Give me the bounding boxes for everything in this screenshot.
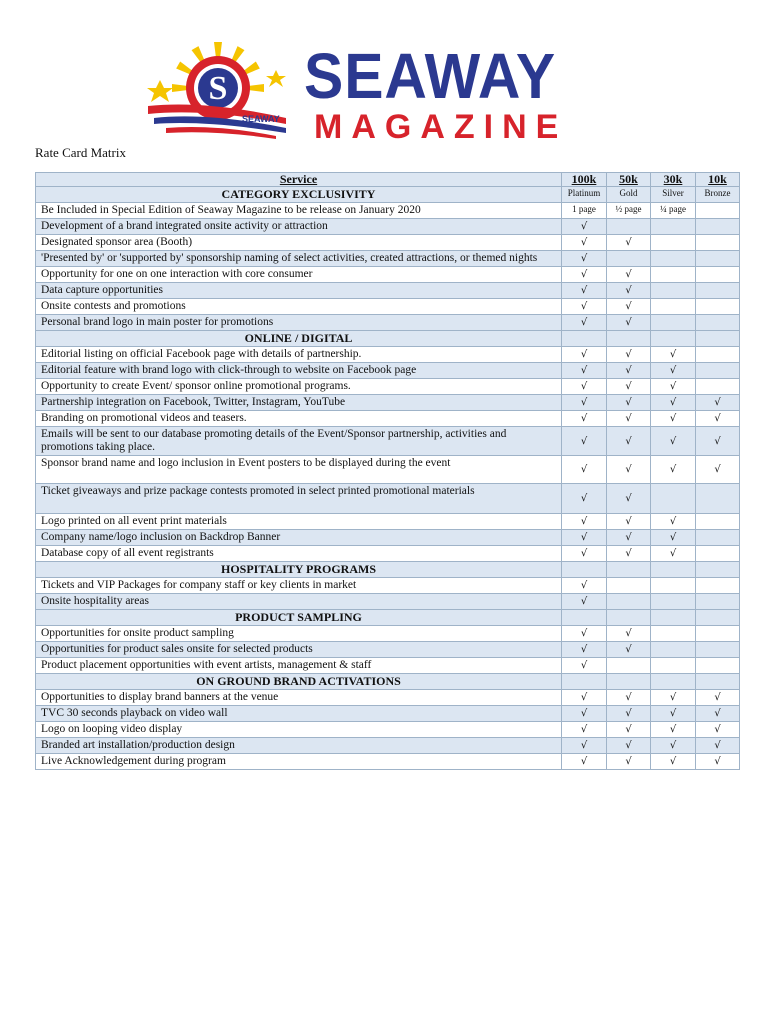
check-cell [696, 219, 740, 235]
check-mark-icon: √ [580, 301, 588, 312]
check-mark-icon: √ [669, 532, 677, 543]
check-mark-icon: √ [625, 756, 632, 767]
table-row [36, 642, 740, 658]
check-cell [651, 251, 696, 267]
service-cell: Editorial listing on official Facebook page with details of partnership. [36, 347, 562, 363]
tier-label: Bronze [696, 187, 740, 203]
check-cell [696, 754, 740, 770]
check-cell [562, 594, 607, 610]
check-mark-icon: √ [625, 317, 632, 328]
check-mark-icon: √ [580, 435, 588, 447]
table-row [36, 235, 740, 251]
tier-label [607, 562, 651, 578]
header-price-gold: 50k [607, 173, 651, 187]
check-mark-icon: √ [580, 365, 588, 376]
check-cell [562, 658, 607, 674]
check-cell [651, 514, 696, 530]
check-cell [696, 484, 740, 514]
check-cell [607, 530, 651, 546]
check-mark-icon: √ [580, 381, 588, 392]
check-mark-icon: √ [625, 349, 632, 360]
check-cell [696, 578, 740, 594]
table-row [36, 514, 740, 530]
tier-label: Platinum [562, 187, 607, 203]
service-cell: Designated sponsor area (Booth) [36, 235, 562, 251]
check-cell [696, 299, 740, 315]
check-mark-icon: √ [625, 628, 632, 639]
check-mark-icon: √ [580, 413, 588, 424]
check-cell [607, 658, 651, 674]
tier-label [562, 562, 607, 578]
check-mark-icon: √ [625, 516, 632, 527]
service-cell: Opportunity to create Event/ sponsor online promotional programs. [36, 379, 562, 395]
check-mark-icon: √ [625, 435, 632, 447]
check-mark-icon: √ [580, 580, 588, 591]
service-cell: Database copy of all event registrants [36, 546, 562, 562]
check-cell [562, 347, 607, 363]
tier-label [696, 610, 740, 626]
check-mark-icon: √ [669, 692, 677, 703]
table-row [36, 315, 740, 331]
check-cell [651, 738, 696, 754]
check-cell [607, 484, 651, 514]
check-mark-icon: √ [714, 740, 721, 751]
tier-label [696, 562, 740, 578]
check-cell [607, 427, 651, 456]
check-mark-icon: √ [625, 301, 632, 312]
check-cell [562, 395, 607, 411]
check-mark-icon: √ [669, 724, 677, 735]
check-cell [651, 395, 696, 411]
check-mark-icon: √ [580, 253, 588, 264]
check-mark-icon: √ [714, 397, 721, 408]
check-cell [562, 219, 607, 235]
check-cell [651, 283, 696, 299]
tier-label [651, 674, 696, 690]
check-mark-icon: √ [580, 708, 588, 719]
check-mark-icon: √ [669, 756, 677, 767]
check-cell [696, 315, 740, 331]
tier-label: Gold [607, 187, 651, 203]
check-cell [607, 514, 651, 530]
size-cell: ¼ page [651, 203, 696, 219]
check-cell [651, 484, 696, 514]
check-cell [651, 235, 696, 251]
service-cell: Onsite contests and promotions [36, 299, 562, 315]
check-mark-icon: √ [580, 532, 588, 543]
service-cell: Company name/logo inclusion on Backdrop Banner [36, 530, 562, 546]
seaway-logo [146, 40, 616, 146]
service-cell: Opportunities for onsite product sampling [36, 626, 562, 642]
service-cell: Branding on promotional videos and teasers. [36, 411, 562, 427]
check-cell [696, 379, 740, 395]
check-cell [651, 658, 696, 674]
svg-text:S: S [208, 70, 228, 107]
table-row [36, 347, 740, 363]
check-cell [562, 411, 607, 427]
check-cell [562, 754, 607, 770]
service-cell: Opportunities for product sales onsite for selected products [36, 642, 562, 658]
service-cell: Partnership integration on Facebook, Twitter, Instagram, YouTube [36, 395, 562, 411]
check-mark-icon: √ [625, 381, 632, 392]
check-cell [696, 363, 740, 379]
check-cell [651, 411, 696, 427]
tier-label [651, 331, 696, 347]
check-cell [696, 690, 740, 706]
check-cell [651, 578, 696, 594]
check-mark-icon: √ [580, 397, 588, 408]
section-title: ONLINE / DIGITAL [36, 331, 562, 347]
check-cell [562, 578, 607, 594]
check-cell [696, 411, 740, 427]
tier-label [562, 331, 607, 347]
check-cell [696, 235, 740, 251]
check-cell [607, 251, 651, 267]
check-cell [607, 690, 651, 706]
check-cell [562, 363, 607, 379]
check-mark-icon: √ [580, 724, 588, 735]
check-cell [607, 642, 651, 658]
table-header-row [36, 173, 740, 187]
check-cell [651, 722, 696, 738]
table-row [36, 395, 740, 411]
check-cell [651, 427, 696, 456]
check-cell [562, 251, 607, 267]
check-cell [562, 706, 607, 722]
check-cell [651, 546, 696, 562]
service-cell: Live Acknowledgement during program [36, 754, 562, 770]
check-cell [696, 395, 740, 411]
check-cell [651, 315, 696, 331]
service-cell: Data capture opportunities [36, 283, 562, 299]
check-cell [696, 706, 740, 722]
section-row [36, 331, 740, 347]
check-mark-icon: √ [669, 708, 677, 719]
table-row [36, 594, 740, 610]
check-mark-icon: √ [625, 464, 632, 475]
check-mark-icon: √ [714, 464, 721, 475]
table-row [36, 299, 740, 315]
table-row [36, 530, 740, 546]
check-mark-icon: √ [669, 381, 677, 392]
check-mark-icon: √ [625, 237, 632, 248]
check-mark-icon: √ [669, 548, 677, 559]
check-cell [651, 456, 696, 484]
size-cell: 1 page [562, 203, 607, 219]
check-cell [562, 722, 607, 738]
check-cell [696, 283, 740, 299]
check-mark-icon: √ [625, 740, 632, 751]
svg-text:SEAWAY: SEAWAY [242, 114, 280, 124]
section-title: ON GROUND BRAND ACTIVATIONS [36, 674, 562, 690]
check-mark-icon: √ [625, 548, 632, 559]
check-cell [696, 456, 740, 484]
check-cell [696, 514, 740, 530]
check-cell [651, 642, 696, 658]
tier-label [607, 331, 651, 347]
check-cell [696, 594, 740, 610]
check-cell [696, 251, 740, 267]
check-cell [607, 379, 651, 395]
check-cell [607, 299, 651, 315]
check-cell [562, 456, 607, 484]
check-mark-icon: √ [580, 628, 588, 639]
check-mark-icon: √ [669, 740, 677, 751]
check-cell [696, 546, 740, 562]
check-mark-icon: √ [580, 596, 588, 607]
check-cell [562, 738, 607, 754]
check-mark-icon: √ [625, 644, 632, 655]
check-cell [651, 754, 696, 770]
check-cell [607, 626, 651, 642]
table-row [36, 578, 740, 594]
table-row [36, 738, 740, 754]
tier-label [562, 610, 607, 626]
section-title: HOSPITALITY PROGRAMS [36, 562, 562, 578]
check-cell [651, 363, 696, 379]
header-price-silver: 30k [651, 173, 696, 187]
rate-card-table [35, 172, 740, 770]
check-mark-icon: √ [580, 740, 588, 751]
service-cell: Editorial feature with brand logo with click-through to website on Facebook page [36, 363, 562, 379]
document-title: Rate Card Matrix [35, 145, 126, 160]
service-cell: 'Presented by' or 'supported by' sponsorship naming of select activities, created attractions, or themed nights [36, 251, 562, 267]
check-cell [562, 427, 607, 456]
check-cell [651, 530, 696, 546]
check-mark-icon: √ [580, 285, 588, 296]
check-mark-icon: √ [580, 269, 588, 280]
size-cell [696, 203, 740, 219]
check-mark-icon: √ [580, 221, 588, 232]
check-cell [562, 514, 607, 530]
check-cell [562, 283, 607, 299]
check-cell [607, 219, 651, 235]
table-row [36, 411, 740, 427]
section-row [36, 674, 740, 690]
table-row [36, 219, 740, 235]
table-row [36, 203, 740, 219]
service-cell: Opportunity for one on one interaction with core consumer [36, 267, 562, 283]
check-cell [651, 379, 696, 395]
service-cell: Onsite hospitality areas [36, 594, 562, 610]
check-cell [562, 626, 607, 642]
table-row [36, 546, 740, 562]
check-mark-icon: √ [580, 493, 588, 504]
service-cell: Personal brand logo in main poster for promotions [36, 315, 562, 331]
check-mark-icon: √ [580, 548, 588, 559]
check-cell [562, 235, 607, 251]
service-cell: Opportunities to display brand banners at the venue [36, 690, 562, 706]
check-cell [696, 267, 740, 283]
logo-word-seaway: SEAWAY [304, 40, 557, 112]
check-cell [696, 626, 740, 642]
check-cell [651, 347, 696, 363]
check-cell [607, 235, 651, 251]
check-cell [562, 546, 607, 562]
check-cell [562, 299, 607, 315]
check-mark-icon: √ [669, 365, 677, 376]
check-cell [607, 722, 651, 738]
tier-label [607, 610, 651, 626]
section-title: PRODUCT SAMPLING [36, 610, 562, 626]
table-row [36, 722, 740, 738]
check-cell [562, 484, 607, 514]
check-mark-icon: √ [580, 464, 588, 475]
check-mark-icon: √ [714, 756, 721, 767]
table-row [36, 706, 740, 722]
check-cell [651, 219, 696, 235]
check-mark-icon: √ [714, 708, 721, 719]
check-cell [562, 267, 607, 283]
table-row [36, 379, 740, 395]
check-mark-icon: √ [580, 644, 588, 655]
check-cell [607, 456, 651, 484]
check-cell [607, 738, 651, 754]
check-cell [607, 706, 651, 722]
check-cell [651, 267, 696, 283]
check-cell [696, 427, 740, 456]
tier-label [607, 674, 651, 690]
tier-label [651, 610, 696, 626]
table-row [36, 484, 740, 514]
check-cell [696, 658, 740, 674]
check-cell [651, 626, 696, 642]
service-cell: Sponsor brand name and logo inclusion in Event posters to be displayed during the event [36, 456, 562, 484]
check-mark-icon: √ [580, 237, 588, 248]
service-cell: TVC 30 seconds playback on video wall [36, 706, 562, 722]
service-cell: Development of a brand integrated onsite activity or attraction [36, 219, 562, 235]
check-cell [562, 530, 607, 546]
check-cell [651, 299, 696, 315]
tier-label [562, 674, 607, 690]
check-cell [562, 379, 607, 395]
check-mark-icon: √ [625, 724, 632, 735]
check-mark-icon: √ [625, 493, 632, 504]
check-mark-icon: √ [625, 397, 632, 408]
table-row [36, 456, 740, 484]
check-mark-icon: √ [625, 365, 632, 376]
service-cell: Logo printed on all event print materials [36, 514, 562, 530]
table-row [36, 626, 740, 642]
check-mark-icon: √ [714, 692, 721, 703]
table-row [36, 754, 740, 770]
header-price-bronze: 10k [696, 173, 740, 187]
check-mark-icon: √ [580, 349, 588, 360]
check-cell [696, 530, 740, 546]
size-cell: ½ page [607, 203, 651, 219]
check-mark-icon: √ [625, 692, 632, 703]
check-cell [607, 754, 651, 770]
check-cell [562, 642, 607, 658]
table-row [36, 658, 740, 674]
service-cell: Ticket giveaways and prize package contests promoted in select printed promotional materials [36, 484, 562, 514]
check-mark-icon: √ [580, 660, 588, 671]
check-cell [651, 706, 696, 722]
section-row [36, 610, 740, 626]
check-mark-icon: √ [625, 413, 632, 424]
check-cell [696, 642, 740, 658]
check-cell [651, 690, 696, 706]
tier-label [696, 331, 740, 347]
sun-gear-emblem-icon [146, 40, 296, 140]
table-row [36, 363, 740, 379]
service-cell: Be Included in Special Edition of Seaway Magazine to be release on January 2020 [36, 203, 562, 219]
check-cell [562, 690, 607, 706]
check-mark-icon: √ [580, 317, 588, 328]
check-cell [696, 722, 740, 738]
section-title: CATEGORY EXCLUSIVITY [36, 187, 562, 203]
check-cell [651, 594, 696, 610]
check-mark-icon: √ [580, 516, 588, 527]
table-row [36, 283, 740, 299]
check-cell [607, 546, 651, 562]
check-mark-icon: √ [714, 413, 721, 424]
check-mark-icon: √ [669, 413, 677, 424]
check-cell [607, 578, 651, 594]
header-service: Service [36, 173, 562, 187]
check-mark-icon: √ [714, 435, 721, 447]
check-mark-icon: √ [714, 724, 721, 735]
service-cell: Emails will be sent to our database promoting details of the Event/Sponsor partnership, activities and promotions taking place. [36, 427, 562, 456]
service-cell: Branded art installation/production design [36, 738, 562, 754]
service-cell: Logo on looping video display [36, 722, 562, 738]
logo-word-magazine: MAGAZINE [314, 108, 568, 146]
check-mark-icon: √ [625, 532, 632, 543]
header-price-platinum: 100k [562, 173, 607, 187]
check-cell [696, 738, 740, 754]
check-cell [607, 395, 651, 411]
check-mark-icon: √ [669, 397, 677, 408]
section-row [36, 562, 740, 578]
check-cell [607, 315, 651, 331]
service-cell: Product placement opportunities with event artists, management & staff [36, 658, 562, 674]
check-mark-icon: √ [669, 464, 677, 475]
check-mark-icon: √ [625, 285, 632, 296]
section-row [36, 187, 740, 203]
tier-label [696, 674, 740, 690]
table-body [36, 187, 740, 770]
check-cell [607, 594, 651, 610]
check-cell [607, 347, 651, 363]
check-mark-icon: √ [625, 708, 632, 719]
check-mark-icon: √ [580, 756, 588, 767]
check-cell [696, 347, 740, 363]
check-mark-icon: √ [669, 516, 677, 527]
tier-label [651, 562, 696, 578]
table-row [36, 427, 740, 456]
tier-label: Silver [651, 187, 696, 203]
table-row [36, 251, 740, 267]
service-cell: Tickets and VIP Packages for company staff or key clients in market [36, 578, 562, 594]
check-cell [607, 411, 651, 427]
table-row [36, 690, 740, 706]
check-cell [607, 267, 651, 283]
check-cell [607, 363, 651, 379]
check-mark-icon: √ [580, 692, 588, 703]
check-mark-icon: √ [669, 435, 677, 447]
check-mark-icon: √ [625, 269, 632, 280]
check-cell [562, 315, 607, 331]
check-mark-icon: √ [669, 349, 677, 360]
table-row [36, 267, 740, 283]
check-cell [607, 283, 651, 299]
